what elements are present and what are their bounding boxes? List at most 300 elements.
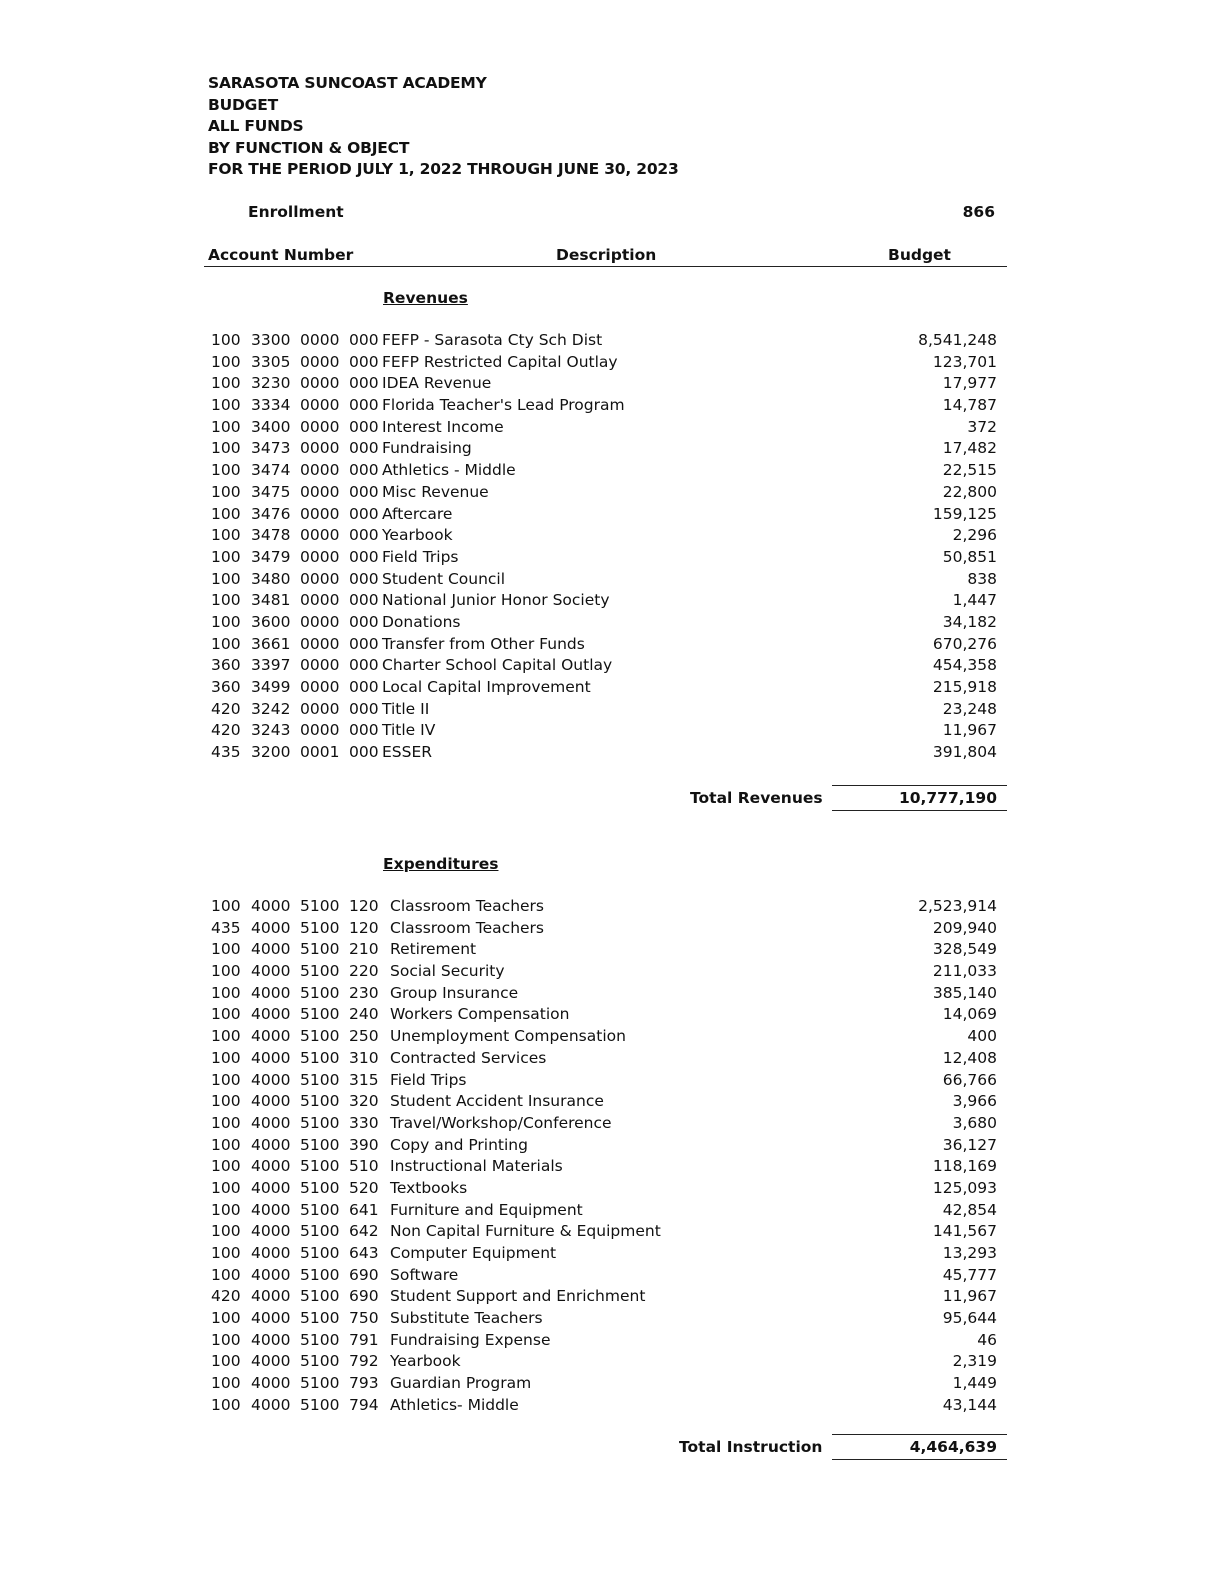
header-divider: [204, 266, 1007, 267]
function-code: 5100: [300, 1309, 340, 1328]
line-amount: 22,800: [942, 482, 997, 501]
table-row: [211, 1374, 997, 1396]
sub-code: 330: [349, 1113, 379, 1132]
function-code: 5100: [300, 897, 340, 915]
table-row: [211, 1244, 997, 1266]
table-row: [211, 1027, 997, 1049]
sub-code: 000: [349, 547, 379, 566]
line-description: Classroom Teachers: [390, 918, 545, 937]
object-code: 4000: [251, 1222, 291, 1241]
object-code: 4000: [251, 1374, 291, 1393]
object-code: 4000: [251, 983, 291, 1002]
expenditures-section-title: Expenditures: [383, 855, 499, 873]
sub-code: 120: [349, 918, 379, 937]
fund-code: 100: [211, 352, 241, 371]
function-code: 0000: [300, 699, 340, 718]
line-description: Computer Equipment: [390, 1244, 557, 1262]
fund-code: 100: [211, 374, 241, 393]
line-amount: 36,127: [942, 1135, 997, 1154]
object-code: 4000: [251, 918, 291, 937]
sub-code: 000: [349, 656, 379, 675]
table-row: [211, 1092, 997, 1114]
enrollment-label: Enrollment: [248, 203, 344, 221]
table-row: [211, 505, 997, 527]
table-row: [211, 743, 997, 765]
function-code: 5100: [300, 1374, 340, 1393]
object-code: 3478: [251, 526, 291, 545]
total-revenues-value: 10,777,190: [898, 789, 997, 807]
table-row: [211, 897, 997, 919]
object-code: 3305: [251, 352, 291, 371]
object-code: 4000: [251, 1070, 291, 1089]
object-code: 3475: [251, 482, 291, 501]
line-amount: 838: [967, 569, 997, 588]
fund-code: 100: [211, 1027, 241, 1046]
table-row: [211, 656, 997, 678]
sub-code: 000: [349, 591, 379, 610]
fund-code: 100: [211, 547, 241, 566]
line-amount: 372: [967, 417, 997, 436]
sub-code: 000: [349, 331, 379, 349]
function-code: 0000: [300, 352, 340, 371]
function-code: 0000: [300, 526, 340, 545]
school-name: SARASOTA SUNCOAST ACADEMY: [208, 74, 487, 92]
line-amount: 50,851: [942, 547, 997, 566]
fund-code: 100: [211, 1265, 241, 1284]
sub-code: 250: [349, 1027, 379, 1046]
line-amount: 328,549: [932, 940, 997, 959]
line-amount: 66,766: [942, 1070, 997, 1089]
function-code: 5100: [300, 1222, 340, 1241]
fund-code: 100: [211, 940, 241, 959]
object-code: 3474: [251, 461, 291, 480]
table-row: [211, 635, 997, 657]
sub-code: 000: [349, 678, 379, 696]
fund-code: 435: [211, 918, 241, 937]
fund-code: 100: [211, 569, 241, 588]
fund-code: 100: [211, 1374, 241, 1393]
line-amount: 23,248: [942, 699, 997, 718]
line-description: Field Trips: [390, 1070, 467, 1089]
fund-code: 100: [211, 1092, 241, 1111]
line-amount: 159,125: [932, 504, 997, 523]
table-row: [211, 331, 997, 353]
table-row: [211, 483, 997, 505]
report-period: FOR THE PERIOD JULY 1, 2022 THROUGH JUNE 30, 2023: [208, 160, 679, 178]
line-description: Student Support and Enrichment: [390, 1287, 646, 1306]
line-description: ESSER: [382, 743, 433, 762]
line-amount: 391,804: [932, 743, 997, 762]
line-description: Florida Teacher's Lead Program: [382, 396, 625, 415]
object-code: 4000: [251, 1287, 291, 1306]
table-row: [211, 353, 997, 375]
object-code: 3230: [251, 374, 291, 393]
line-amount: 95,644: [942, 1309, 997, 1328]
sub-code: 000: [349, 461, 379, 480]
report-header: [208, 73, 679, 181]
function-code: 5100: [300, 1048, 340, 1067]
fund-code: 100: [211, 634, 241, 653]
table-row: [211, 526, 997, 548]
column-header-account: Account Number: [208, 246, 354, 264]
line-amount: 17,482: [942, 439, 997, 458]
line-description: Student Council: [382, 569, 506, 588]
sub-code: 642: [349, 1222, 379, 1241]
function-code: 0000: [300, 656, 340, 675]
total-instruction-label: Total Instruction: [679, 1438, 823, 1456]
sub-code: 643: [349, 1244, 379, 1262]
table-row: [211, 678, 997, 700]
fund-code: 100: [211, 1070, 241, 1089]
fund-code: 100: [211, 983, 241, 1002]
column-header-description: Description: [556, 246, 657, 264]
sub-code: 120: [349, 897, 379, 915]
fund-scope: ALL FUNDS: [208, 117, 304, 135]
sub-code: 000: [349, 612, 379, 631]
sub-code: 000: [349, 526, 379, 545]
line-description: Travel/Workshop/Conference: [390, 1113, 612, 1132]
function-code: 0000: [300, 439, 340, 458]
table-row: [211, 1071, 997, 1093]
function-code: 0000: [300, 569, 340, 588]
line-amount: 123,701: [932, 352, 997, 371]
function-code: 0000: [300, 461, 340, 480]
sub-code: 000: [349, 721, 379, 740]
line-description: Classroom Teachers: [390, 897, 545, 915]
object-code: 4000: [251, 940, 291, 959]
line-description: Yearbook: [382, 526, 453, 545]
object-code: 4000: [251, 897, 291, 915]
line-description: Non Capital Furniture & Equipment: [390, 1222, 661, 1241]
function-code: 5100: [300, 1395, 340, 1414]
fund-code: 100: [211, 1244, 241, 1262]
fund-code: 100: [211, 1178, 241, 1197]
line-description: Fundraising Expense: [390, 1330, 551, 1349]
fund-code: 100: [211, 612, 241, 631]
table-row: [211, 1331, 997, 1353]
function-code: 5100: [300, 1265, 340, 1284]
sub-code: 315: [349, 1070, 379, 1089]
function-code: 5100: [300, 1244, 340, 1262]
fund-code: 100: [211, 1135, 241, 1154]
object-code: 3397: [251, 656, 291, 675]
total-revenues-label: Total Revenues: [690, 789, 823, 807]
fund-code: 100: [211, 1330, 241, 1349]
object-code: 3200: [251, 743, 291, 762]
function-code: 5100: [300, 918, 340, 937]
line-amount: 2,296: [952, 526, 997, 545]
function-code: 5100: [300, 940, 340, 959]
object-code: 4000: [251, 962, 291, 981]
fund-code: 420: [211, 699, 241, 718]
line-description: Charter School Capital Outlay: [382, 656, 613, 675]
function-code: 0000: [300, 396, 340, 415]
sub-code: 520: [349, 1178, 379, 1197]
sub-code: 794: [349, 1395, 379, 1414]
object-code: 3476: [251, 504, 291, 523]
sub-code: 791: [349, 1330, 379, 1349]
table-row: [211, 1287, 997, 1309]
line-description: Social Security: [390, 962, 505, 981]
function-code: 5100: [300, 1200, 340, 1219]
line-description: Retirement: [390, 940, 477, 959]
table-row: [211, 1352, 997, 1374]
line-description: Fundraising: [382, 439, 472, 458]
sub-code: 000: [349, 482, 379, 501]
report-type: BUDGET: [208, 95, 278, 114]
function-code: 0000: [300, 547, 340, 566]
line-amount: 14,069: [942, 1005, 997, 1024]
table-row: [211, 461, 997, 483]
fund-code: 100: [211, 461, 241, 480]
sub-code: 792: [349, 1352, 379, 1371]
table-row: [211, 418, 997, 440]
line-description: Instructional Materials: [390, 1157, 563, 1176]
line-amount: 43,144: [942, 1395, 997, 1414]
line-description: Yearbook: [390, 1352, 461, 1371]
line-description: Unemployment Compensation: [390, 1027, 626, 1046]
table-row: [211, 1005, 997, 1027]
table-row: [211, 1179, 997, 1201]
sub-code: 000: [349, 504, 379, 523]
line-amount: 11,967: [942, 1287, 997, 1306]
sub-code: 510: [349, 1157, 379, 1176]
table-row: [211, 1266, 997, 1288]
sub-code: 230: [349, 983, 379, 1002]
function-code: 0000: [300, 721, 340, 740]
sub-code: 000: [349, 417, 379, 436]
sub-code: 750: [349, 1309, 379, 1328]
object-code: 3600: [251, 612, 291, 631]
function-code: 5100: [300, 1287, 340, 1306]
line-description: Student Accident Insurance: [390, 1092, 604, 1111]
line-amount: 1,449: [952, 1374, 997, 1393]
function-code: 5100: [300, 1135, 340, 1154]
function-code: 5100: [300, 1330, 340, 1349]
function-code: 0000: [300, 678, 340, 696]
object-code: 3661: [251, 634, 291, 653]
table-row: [211, 962, 997, 984]
function-code: 0000: [300, 482, 340, 501]
function-code: 5100: [300, 1113, 340, 1132]
line-amount: 141,567: [932, 1222, 997, 1241]
table-row: [211, 721, 997, 743]
fund-code: 100: [211, 504, 241, 523]
line-amount: 1,447: [952, 591, 997, 610]
table-row: [211, 374, 997, 396]
object-code: 3499: [251, 678, 291, 696]
function-code: 5100: [300, 1352, 340, 1371]
line-amount: 385,140: [932, 983, 997, 1002]
sub-code: 000: [349, 374, 379, 393]
line-description: Copy and Printing: [390, 1135, 528, 1154]
object-code: 4000: [251, 1178, 291, 1197]
sub-code: 000: [349, 439, 379, 458]
fund-code: 420: [211, 721, 241, 740]
object-code: 3400: [251, 417, 291, 436]
table-row: [211, 439, 997, 461]
fund-code: 100: [211, 1222, 241, 1241]
sub-code: 690: [349, 1265, 379, 1284]
line-amount: 14,787: [942, 396, 997, 415]
object-code: 3242: [251, 699, 291, 718]
table-row: [211, 548, 997, 570]
fund-code: 100: [211, 526, 241, 545]
fund-code: 100: [211, 1395, 241, 1414]
object-code: 4000: [251, 1157, 291, 1176]
function-code: 5100: [300, 1027, 340, 1046]
line-amount: 17,977: [942, 374, 997, 393]
sub-code: 793: [349, 1374, 379, 1393]
object-code: 4000: [251, 1135, 291, 1154]
sub-code: 000: [349, 396, 379, 415]
line-amount: 13,293: [942, 1244, 997, 1262]
table-row: [211, 940, 997, 962]
table-row: [211, 396, 997, 418]
fund-code: 100: [211, 1005, 241, 1024]
sub-code: 000: [349, 743, 379, 762]
table-row: [211, 1222, 997, 1244]
line-description: National Junior Honor Society: [382, 591, 610, 610]
fund-code: 100: [211, 897, 241, 915]
line-description: Textbooks: [390, 1178, 468, 1197]
table-row: [211, 591, 997, 613]
expenditures-table: [211, 897, 997, 1418]
total-instruction-value: 4,464,639: [909, 1438, 997, 1456]
line-description: Athletics - Middle: [382, 461, 516, 480]
fund-code: 435: [211, 743, 241, 762]
function-code: 0001: [300, 743, 340, 762]
object-code: 3480: [251, 569, 291, 588]
table-row: [211, 1157, 997, 1179]
line-description: Interest Income: [382, 417, 504, 436]
table-row: [211, 570, 997, 592]
line-amount: 3,966: [952, 1092, 997, 1111]
line-amount: 42,854: [942, 1200, 997, 1219]
function-code: 5100: [300, 1157, 340, 1176]
fund-code: 100: [211, 1113, 241, 1132]
object-code: 4000: [251, 1395, 291, 1414]
function-code: 0000: [300, 374, 340, 393]
line-description: Local Capital Improvement: [382, 678, 591, 696]
fund-code: 100: [211, 417, 241, 436]
line-description: Donations: [382, 612, 461, 631]
fund-code: 100: [211, 331, 241, 349]
line-description: Misc Revenue: [382, 482, 489, 501]
line-description: Substitute Teachers: [390, 1309, 543, 1328]
object-code: 4000: [251, 1048, 291, 1067]
function-code: 0000: [300, 331, 340, 349]
object-code: 4000: [251, 1005, 291, 1024]
total-revenues-box: [832, 785, 1007, 811]
line-description: Guardian Program: [390, 1374, 532, 1393]
line-amount: 670,276: [932, 634, 997, 653]
enrollment-value: 866: [962, 203, 995, 221]
line-amount: 12,408: [942, 1048, 997, 1067]
sub-code: 310: [349, 1048, 379, 1067]
fund-code: 100: [211, 962, 241, 981]
line-amount: 118,169: [932, 1157, 997, 1176]
column-header-budget: Budget: [888, 246, 951, 264]
sub-code: 690: [349, 1287, 379, 1306]
object-code: 3300: [251, 331, 291, 349]
line-description: Transfer from Other Funds: [382, 634, 585, 653]
fund-code: 100: [211, 1200, 241, 1219]
sub-code: 220: [349, 962, 379, 981]
fund-code: 100: [211, 482, 241, 501]
sub-code: 320: [349, 1092, 379, 1111]
line-description: Title IV: [382, 721, 436, 740]
line-description: Aftercare: [382, 504, 453, 523]
line-amount: 22,515: [942, 461, 997, 480]
object-code: 4000: [251, 1330, 291, 1349]
object-code: 4000: [251, 1113, 291, 1132]
object-code: 4000: [251, 1244, 291, 1262]
fund-code: 420: [211, 1287, 241, 1306]
function-code: 0000: [300, 504, 340, 523]
line-amount: 215,918: [932, 678, 997, 696]
object-code: 4000: [251, 1200, 291, 1219]
line-amount: 2,319: [952, 1352, 997, 1371]
object-code: 4000: [251, 1265, 291, 1284]
function-code: 5100: [300, 1070, 340, 1089]
line-amount: 209,940: [932, 918, 997, 937]
revenues-table: [211, 331, 997, 765]
line-description: Group Insurance: [390, 983, 519, 1002]
line-amount: 8,541,248: [918, 331, 997, 349]
line-description: FEFP Restricted Capital Outlay: [382, 352, 618, 371]
sub-code: 000: [349, 699, 379, 718]
sub-code: 000: [349, 634, 379, 653]
line-description: Workers Compensation: [390, 1005, 570, 1024]
line-amount: 45,777: [942, 1265, 997, 1284]
function-code: 5100: [300, 1092, 340, 1111]
line-description: Title II: [382, 699, 430, 718]
table-row: [211, 700, 997, 722]
object-code: 4000: [251, 1092, 291, 1111]
function-code: 5100: [300, 1005, 340, 1024]
table-row: [211, 984, 997, 1006]
line-amount: 11,967: [942, 721, 997, 740]
table-row: [211, 1049, 997, 1071]
table-row: [211, 1309, 997, 1331]
sub-code: 210: [349, 940, 379, 959]
function-code: 5100: [300, 1178, 340, 1197]
fund-code: 100: [211, 396, 241, 415]
total-instruction-box: [832, 1434, 1007, 1460]
object-code: 3334: [251, 396, 291, 415]
function-code: 5100: [300, 983, 340, 1002]
line-amount: 125,093: [932, 1178, 997, 1197]
line-amount: 2,523,914: [918, 897, 997, 915]
sub-code: 000: [349, 569, 379, 588]
fund-code: 360: [211, 656, 241, 675]
line-description: IDEA Revenue: [382, 374, 492, 393]
function-code: 0000: [300, 591, 340, 610]
line-amount: 211,033: [932, 962, 997, 981]
line-amount: 3,680: [952, 1113, 997, 1132]
report-grouping: BY FUNCTION & OBJECT: [208, 138, 410, 157]
function-code: 0000: [300, 634, 340, 653]
table-row: [211, 919, 997, 941]
object-code: 3479: [251, 547, 291, 566]
object-code: 4000: [251, 1309, 291, 1328]
table-row: [211, 1114, 997, 1136]
line-description: Software: [390, 1265, 459, 1284]
fund-code: 100: [211, 1309, 241, 1328]
object-code: 3473: [251, 439, 291, 458]
table-row: [211, 1201, 997, 1223]
